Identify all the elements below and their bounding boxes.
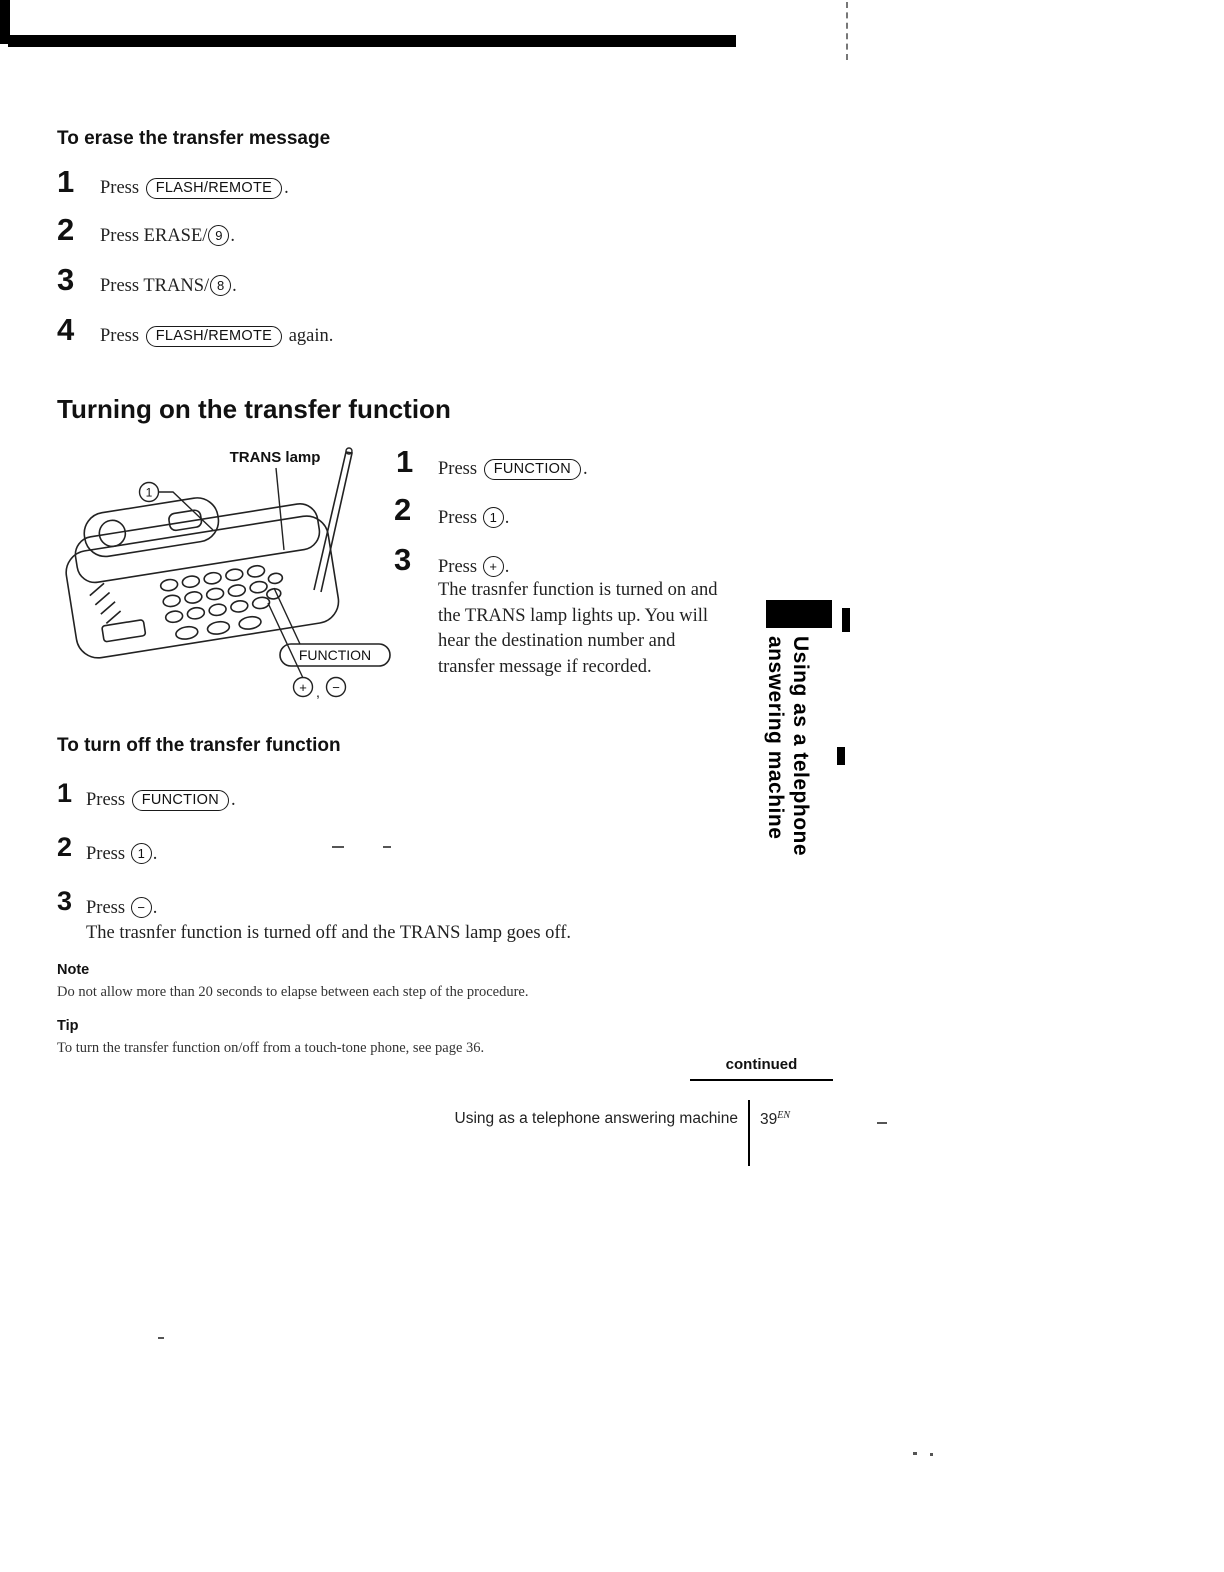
flash-remote-button-label: FLASH/REMOTE bbox=[146, 326, 282, 347]
step-number: 3 bbox=[394, 542, 412, 577]
footer-divider-line bbox=[748, 1100, 750, 1166]
scan-artifact-dot bbox=[913, 1452, 917, 1455]
instruction-text: . bbox=[284, 178, 289, 198]
instruction-text: Press bbox=[86, 898, 130, 918]
instruction-text: Press ERASE/ bbox=[100, 226, 208, 246]
instruction-text: . bbox=[231, 790, 236, 810]
step-detail-paragraph: The trasnfer function is turned on and the TRANS lamp lights up. You will hear the destination number and transfer message if recorded. bbox=[438, 580, 718, 677]
step-number: 1 bbox=[396, 444, 414, 479]
step-detail-line: The trasnfer function is turned off and the TRANS lamp goes off. bbox=[86, 923, 572, 943]
continued-label: continued bbox=[690, 1056, 833, 1081]
circled-1-key-label: 1 bbox=[483, 507, 504, 528]
erase-section-heading: To erase the transfer message bbox=[57, 128, 331, 149]
instruction-text: Press bbox=[100, 178, 144, 198]
phone-base-icon bbox=[58, 478, 342, 661]
step-number: 2 bbox=[394, 492, 412, 527]
sidebar-tab-block bbox=[766, 600, 832, 628]
trans-lamp-label: TRANS lamp bbox=[229, 449, 321, 466]
tip-heading: Tip bbox=[57, 1018, 79, 1034]
step-instruction bbox=[438, 555, 509, 581]
instruction-text: Press bbox=[438, 508, 482, 528]
instruction-text: Press bbox=[86, 790, 130, 810]
turn-off-section-heading: To turn off the transfer function bbox=[57, 735, 341, 756]
scan-artifact-dash bbox=[158, 1337, 164, 1339]
footer-running-title: Using as a telephone answering machine bbox=[454, 1110, 738, 1127]
function-callout-label: FUNCTION bbox=[298, 647, 372, 663]
circled-9-key-label: 9 bbox=[208, 225, 229, 246]
plus-key-label: + bbox=[299, 680, 307, 695]
minus-key-label: − bbox=[332, 680, 340, 695]
chapter-sidebar-line2: answering machine bbox=[764, 636, 788, 840]
chapter-sidebar-title bbox=[758, 636, 812, 928]
page-number bbox=[760, 1110, 790, 1129]
instruction-text: Press bbox=[438, 557, 482, 577]
step-number: 3 bbox=[57, 886, 73, 916]
tip-body: To turn the transfer function on/off from a touch-tone phone, see page 36. bbox=[57, 1040, 485, 1056]
instruction-text: . bbox=[583, 459, 588, 479]
function-leader-line bbox=[274, 588, 300, 644]
instruction-text: . bbox=[504, 557, 510, 577]
step-instruction bbox=[438, 506, 509, 532]
step-number: 3 bbox=[57, 262, 75, 297]
instruction-text: . bbox=[152, 844, 158, 864]
dial-1-callout-label: 1 bbox=[145, 485, 153, 500]
step-instruction bbox=[86, 896, 157, 922]
trans-lamp-leader-line bbox=[276, 468, 284, 550]
step-number: 1 bbox=[57, 778, 73, 808]
function-button-label: FUNCTION bbox=[132, 790, 229, 811]
note-heading: Note bbox=[57, 962, 90, 978]
phone-illustration bbox=[52, 438, 397, 703]
page-number-suffix: EN bbox=[777, 1110, 791, 1121]
step-number: 2 bbox=[57, 832, 73, 862]
instruction-text: Press bbox=[438, 459, 482, 479]
turn-on-section-heading: Turning on the transfer function bbox=[57, 394, 451, 424]
instruction-text: Press bbox=[86, 844, 130, 864]
separator-label: , bbox=[316, 684, 320, 700]
scan-artifact-dot bbox=[930, 1453, 933, 1456]
step-instruction bbox=[100, 274, 237, 300]
circled-8-key-label: 8 bbox=[210, 275, 231, 296]
flash-remote-button-label: FLASH/REMOTE bbox=[146, 178, 282, 199]
scan-artifact-dash bbox=[877, 1122, 887, 1124]
step-instruction bbox=[100, 324, 333, 350]
note-body: Do not allow more than 20 seconds to elapse between each step of the procedure. bbox=[57, 984, 529, 1000]
circled-1-key-label: 1 bbox=[131, 843, 152, 864]
step-number: 2 bbox=[57, 212, 75, 247]
edge-index-mark bbox=[837, 747, 845, 765]
step-instruction bbox=[100, 176, 289, 202]
chapter-sidebar-line1: Using as a telephone bbox=[789, 636, 812, 857]
step-instruction bbox=[86, 788, 236, 814]
instruction-text: . bbox=[152, 898, 158, 918]
edge-index-mark bbox=[842, 608, 850, 632]
minus-key-button-label: − bbox=[131, 897, 152, 918]
instruction-text: again. bbox=[284, 326, 334, 346]
step-number: 4 bbox=[57, 312, 75, 347]
function-button-label: FUNCTION bbox=[484, 459, 581, 480]
page-number-value: 39 bbox=[760, 1111, 778, 1129]
step-instruction bbox=[100, 224, 235, 250]
instruction-text: Press bbox=[100, 326, 144, 346]
step-instruction bbox=[438, 457, 588, 483]
scan-artifact-dash bbox=[332, 846, 344, 848]
scan-artifact-dash bbox=[383, 846, 391, 848]
instruction-text: . bbox=[504, 508, 510, 528]
instruction-text: . bbox=[230, 226, 236, 246]
step-instruction bbox=[86, 842, 157, 868]
step-number: 1 bbox=[57, 164, 75, 199]
instruction-text: . bbox=[232, 276, 237, 296]
scan-artifact-dashed-edge bbox=[846, 2, 848, 60]
instruction-text: Press TRANS/ bbox=[100, 276, 210, 296]
plus-key-button-label: + bbox=[483, 556, 504, 577]
antenna-icon bbox=[314, 452, 352, 592]
top-rule-bar bbox=[8, 35, 736, 47]
